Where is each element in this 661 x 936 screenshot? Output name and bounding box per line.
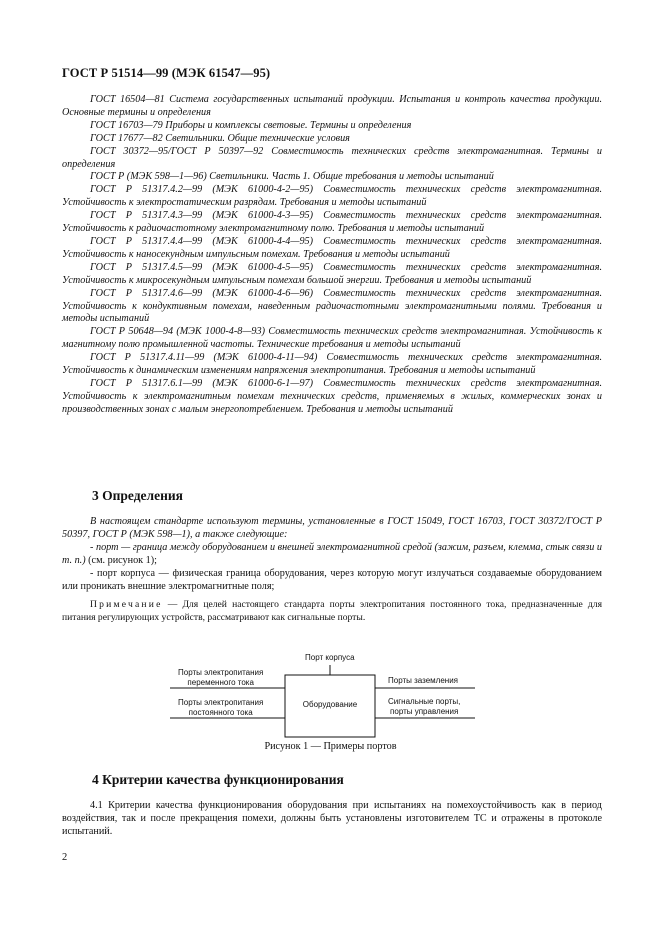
section-4-heading: 4 Критерии качества функционирования xyxy=(92,772,344,787)
figure-caption: Рисунок 1 — Примеры портов xyxy=(264,741,397,752)
reference-item: ГОСТ Р 51317.6.1—99 (МЭК 61000-6-1—97) Совместимость технических средств электромагнитная. Устойчивость к электромагнитным помехам технических средств, применяемых в жилых, коммерческих зонах и производственных зонах с малым энергопотреблением. Требования и методы испытаний xyxy=(62,377,602,415)
dc-ports-label-line2: постоянного тока xyxy=(188,707,253,717)
reference-item: ГОСТ 16504—81 Система государственных испытаний продукции. Испытания и контроль качества продукции. Основные термины и определения xyxy=(62,94,602,118)
ac-ports-label xyxy=(178,668,263,687)
enclosure-port-label: Порт корпуса xyxy=(305,653,355,662)
clause-4-1: 4.1 Критерии качества функционирования оборудования при испытаниях на помехоустойчивость как в период воздействия, так и после прекращения помехи, должны быть установлены изготовителем ТС и отражены в протоколе испытаний. xyxy=(62,800,602,837)
reference-item: ГОСТ Р 50648—94 (МЭК 1000-4-8—93) Совместимость технических средств электромагнитная. Устойчивость к магнитному полю промышленной частоты. Технические требования и методы испытаний xyxy=(62,326,602,351)
section-4-body xyxy=(62,800,602,839)
signal-ports-label-line2: порты управления xyxy=(390,706,459,716)
signal-ports-label xyxy=(388,697,460,716)
section-3-heading: 3 Определения xyxy=(92,488,183,503)
note-text: — Для целей настоящего стандарта порты электропитания постоянного тока, предназначенные для питания регулирующих устройств, рассматривают как сигнальные порты. xyxy=(62,599,602,623)
figure-ports-diagram xyxy=(170,653,500,740)
normative-references-list xyxy=(62,94,602,417)
reference-item: ГОСТ 16703—79 Приборы и комплексы световые. Термины и определения xyxy=(90,119,412,131)
note-label: Примечание xyxy=(90,599,163,611)
reference-item: ГОСТ Р (МЭК 598—1—96) Светильники. Часть 1. Общие требования и методы испытаний xyxy=(90,171,494,183)
page-number: 2 xyxy=(62,852,68,863)
signal-ports-label-line1: Сигнальные порты, xyxy=(388,697,461,706)
document-header: ГОСТ Р 51514—99 (МЭК 61547—95) xyxy=(62,66,271,80)
reference-item: ГОСТ 30372—95/ГОСТ Р 50397—92 Совместимость технических средств электромагнитная. Термины и определения xyxy=(62,145,602,170)
dc-ports-label xyxy=(178,698,263,717)
reference-item: ГОСТ Р 51317.4.4—99 (МЭК 61000-4-4—95) Совместимость технических средств электромагнитная. Устойчивость к наносекундным импульсным помехам. Требования и методы испытаний xyxy=(62,235,602,260)
definition-enclosure-port: - порт корпуса — физическая граница оборудования, через которую могут излучаться создаваемые оборудованием или проникать внешние электромагнитные поля; xyxy=(62,567,602,592)
reference-item: ГОСТ Р 51317.4.5—99 (МЭК 61000-4-5—95) Совместимость технических средств электромагнитная. Устойчивость к микросекундным импульсным помехам большой энергии. Требования и методы испытаний xyxy=(62,261,602,286)
ac-ports-label-line1: Порты электропитания xyxy=(178,668,264,677)
reference-item: ГОСТ Р 51317.4.2—99 (МЭК 61000-4-2—95) Совместимость технических средств электромагнитная. Устойчивость к электростатическим разрядам. Требования и методы испытаний xyxy=(62,184,602,209)
definition-port-text: - порт — граница между оборудованием и внешней электромагнитной средой (зажим, разъем, клемма, стык связи и т. п.) xyxy=(62,541,602,566)
reference-item: ГОСТ Р 51317.4.3—99 (МЭК 61000-4-3—95) Совместимость технических средств электромагнитная. Устойчивость к радиочастотному электромагнитному полю. Требования и методы испытаний xyxy=(62,210,602,235)
reference-item: ГОСТ Р 51317.4.11—99 (МЭК 61000-4-11—94) Совместимость технических средств электромагнитная. Устойчивость к динамическим изменениям напряжения электропитания. Требования и методы испытаний xyxy=(62,352,602,377)
ac-ports-label-line2: переменного тока xyxy=(187,677,254,687)
dc-ports-label-line1: Порты электропитания xyxy=(178,698,264,707)
equipment-label: Оборудование xyxy=(302,700,358,709)
section-3-intro: В настоящем стандарте используют термины, установленные в ГОСТ 15049, ГОСТ 16703, ГОСТ 30372/ГОСТ Р 50397, ГОСТ Р (МЭК 598—1), а также следующие: xyxy=(62,516,602,540)
note xyxy=(62,599,602,624)
earth-ports-label: Порты заземления xyxy=(388,676,458,685)
section-3-body xyxy=(62,516,602,624)
reference-item: ГОСТ Р 51317.4.6—99 (МЭК 61000-4-6—96) Совместимость технических средств электромагнитная. Устойчивость к кондуктивным помехам, наведенным радиочастотными электромагнитными полями. Требования и методы испытаний xyxy=(62,287,602,325)
reference-item: ГОСТ 17677—82 Светильники. Общие технические условия xyxy=(90,132,350,144)
definition-port-ref: (см. рисунок 1); xyxy=(85,554,157,566)
definition-port xyxy=(62,542,602,568)
